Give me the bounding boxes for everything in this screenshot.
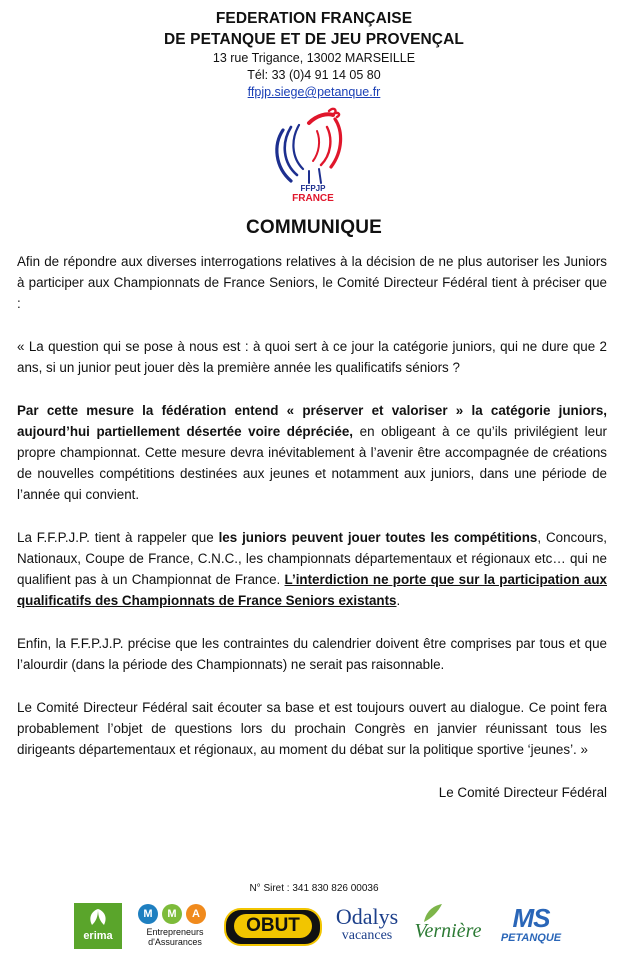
ms-text: MS (512, 903, 550, 933)
obut-logo (224, 908, 322, 946)
ms-petanque-text: PETANQUE (500, 932, 562, 944)
federation-name-line1: FEDERATION FRANÇAISE (215, 10, 413, 27)
odalys-text: Odalys (335, 904, 399, 929)
letterhead (0, 0, 628, 205)
paragraph-2: « La question qui se pose à nous est : à quoi sert à ce jour la catégorie juniors, qui ne dure que 2 ans, si un junior peut jouer dès la première année les qualificatifs séniors ? (17, 339, 607, 375)
sponsor-bar (0, 900, 628, 955)
ffpjp-rooster-logo (269, 105, 359, 205)
address: 13 rue Trigance, 13002 MARSEILLE (212, 51, 416, 65)
phone: Tél: 33 (0)4 91 14 05 80 (247, 68, 381, 82)
verniere-logo (410, 902, 486, 950)
mma-letter-2: M (162, 904, 182, 924)
logo-country: FRANCE (292, 193, 334, 204)
logo-abbr: FFPJP (300, 184, 326, 193)
paragraph-4-middle: , Concours, Nationaux, Coupe de France, C.N.C., les championnats départementaux et régionaux etc… qui ne qualifient pas à un Championnat de France. (17, 530, 607, 587)
verniere-text: Vernière (414, 920, 482, 942)
paragraph-6: Le Comité Directeur Fédéral sait écouter sa base et est toujours ouvert au dialogue. Ce point fera probablement l’objet de questions lors du prochain Congrès en janvier réunissant tous les dirigeants départementaux et régionaux, au moment du débat sur la politique sportive ‘jeunes’. » (17, 700, 607, 757)
ms-petanque-logo (492, 904, 570, 950)
mma-letter-1: M (138, 904, 158, 924)
signature: Le Comité Directeur Fédéral (438, 785, 607, 800)
erima-leaf-icon (74, 903, 122, 933)
mma-letter-3: A (186, 904, 206, 924)
mma-tagline-1: Entrepreneurs (146, 927, 204, 937)
paragraph-3-bold: Par cette mesure la fédération entend « préserver et valoriser » la catégorie juniors, aujourd’hui partiellement désertée voire dépréciée, (17, 403, 607, 439)
email-link[interactable]: ffpjp.siege@petanque.fr (247, 85, 381, 99)
paragraph-3 (17, 400, 607, 505)
paragraph-3-rest: en obligeant à ce qu’ils privilégient leur propre championnat. Cette mesure devra inévitablement à l’avenir être accompagnée de créations de nouvelles compétitions destinées aux jeunes et notamment aux juniors, dans une période de l’année qui convient. (17, 424, 607, 502)
paragraph-4-underlined: L’interdiction ne porte que sur la participation aux qualificatifs des Championnats de France Seniors existants (17, 572, 607, 608)
erima-logo (74, 903, 122, 949)
federation-name-line2: DE PETANQUE ET DE JEU PROVENÇAL (164, 31, 464, 48)
siret-number: N° Siret : 341 830 826 00036 (249, 883, 379, 894)
odalys-vacances-text: vacances (341, 928, 393, 943)
paragraph-5: Enfin, la F.F.P.J.P. précise que les contraintes du calendrier doivent être comprises par tous et que l’alourdir (dans la période des Championnats) ne serait pas raisonnable. (17, 636, 607, 672)
odalys-logo (328, 906, 406, 950)
erima-text: erima (83, 930, 113, 942)
paragraph-4-end: . (396, 593, 401, 608)
paragraph-1: Afin de répondre aux diverses interrogations relatives à la décision de ne plus autoriser les Juniors à participer aux Championnats de France Seniors, le Comité Directeur Fédéral tient à préciser que : (17, 254, 607, 311)
paragraph-4-bold: les juniors peuvent jouer toutes les compétitions (218, 530, 538, 545)
obut-text: OBUT (234, 914, 312, 938)
paragraph-4 (17, 527, 607, 611)
document-body (17, 251, 607, 825)
document-title: COMMUNIQUE (245, 217, 383, 238)
mma-tagline-2: d'Assurances (148, 937, 202, 947)
paragraph-4-start: La F.F.P.J.P. tient à rappeler que (17, 530, 219, 545)
mma-logo (135, 904, 215, 952)
